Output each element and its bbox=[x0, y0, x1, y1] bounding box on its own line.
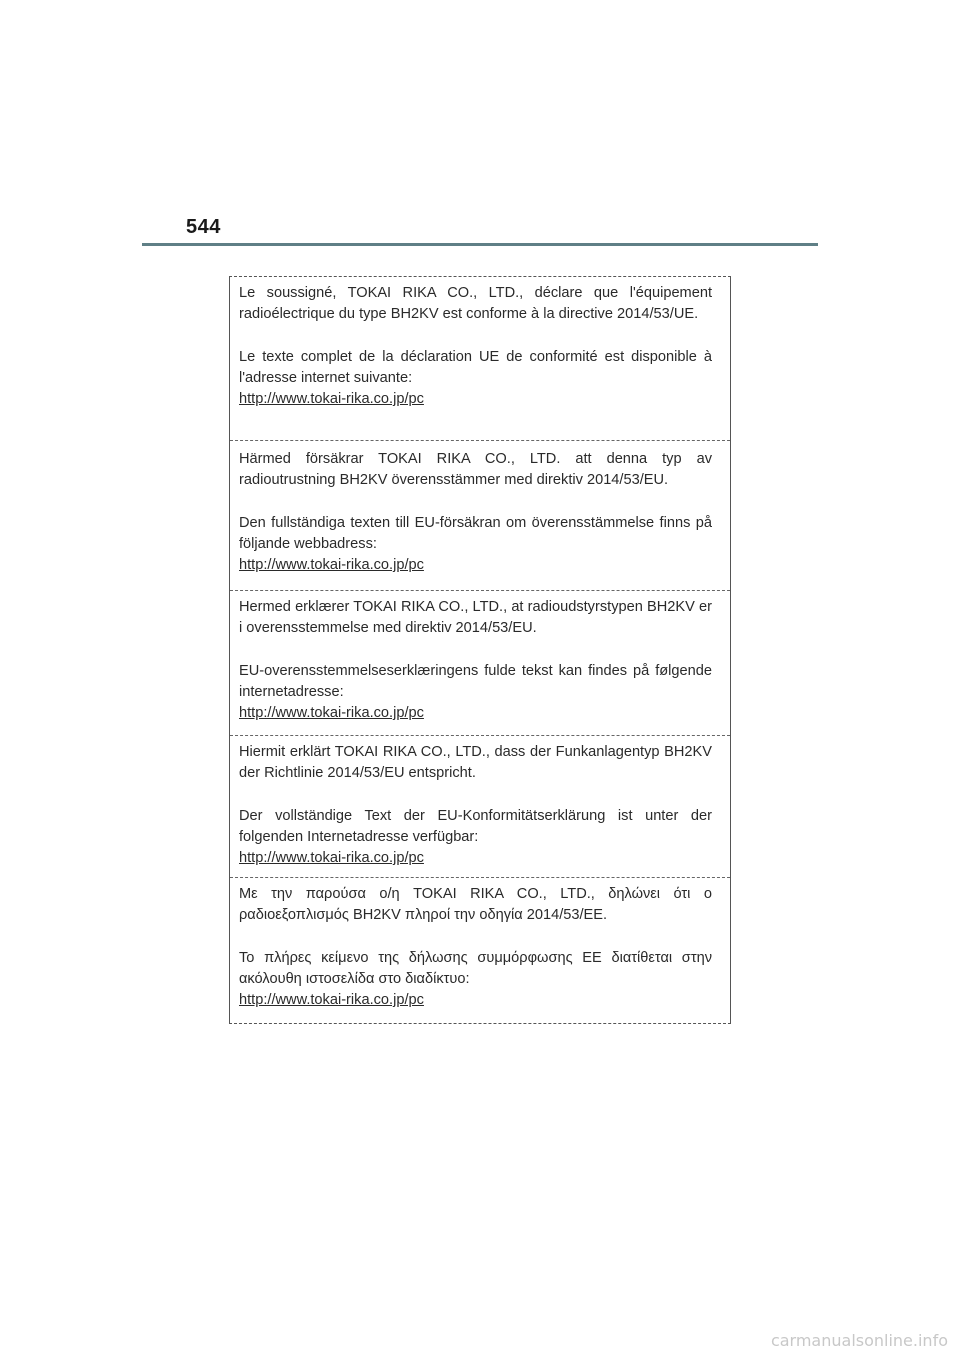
declaration-box bbox=[229, 276, 731, 1024]
declaration-url-link[interactable]: http://www.tokai-rika.co.jp/pc bbox=[239, 557, 424, 573]
watermark: carmanualsonline.info bbox=[770, 1331, 948, 1350]
declaration-availability: Den fullständiga texten till EU-försäkran om överensstämmelse finns på följande webbadress: bbox=[239, 515, 712, 552]
declaration-section-da bbox=[230, 590, 730, 724]
declaration-section-sv bbox=[230, 440, 730, 576]
header-rule bbox=[142, 243, 818, 246]
declaration-statement: Hiermit erklärt TOKAI RIKA CO., LTD., dass der Funkanlagentyp BH2KV der Richtlinie 2014/53/EU entspricht. bbox=[239, 744, 712, 781]
declaration-statement: Με την παρούσα ο/η TOKAI RIKA CO., LTD., δηλώνει ότι ο ραδιοεξοπλισμός BH2KV πληροί την οδηγία 2014/53/ΕΕ. bbox=[239, 886, 712, 923]
declaration-section-de bbox=[230, 735, 730, 869]
declaration-statement: Hermed erklærer TOKAI RIKA CO., LTD., at radioudstyrstypen BH2KV er i overensstemmelse med direktiv 2014/53/EU. bbox=[239, 599, 712, 636]
declaration-statement: Härmed försäkrar TOKAI RIKA CO., LTD. att denna typ av radioutrustning BH2KV överensstämmer med direktiv 2014/53/EU. bbox=[239, 451, 712, 488]
declaration-availability: Le texte complet de la déclaration UE de conformité est disponible à l'adresse internet suivante: bbox=[239, 349, 712, 386]
declaration-availability: Der vollständige Text der EU-Konformitätserklärung ist unter der folgenden Internetadresse verfügbar: bbox=[239, 808, 712, 845]
page-number: 544 bbox=[186, 216, 221, 238]
declaration-url-link[interactable]: http://www.tokai-rika.co.jp/pc bbox=[239, 992, 424, 1008]
declaration-url-link[interactable]: http://www.tokai-rika.co.jp/pc bbox=[239, 850, 424, 866]
declaration-statement: Le soussigné, TOKAI RIKA CO., LTD., déclare que l'équipement radioélectrique du type BH2KV est conforme à la directive 2014/53/UE. bbox=[239, 285, 712, 322]
declaration-section-el bbox=[230, 877, 730, 1011]
declaration-section-fr bbox=[230, 283, 730, 410]
declaration-url-link[interactable]: http://www.tokai-rika.co.jp/pc bbox=[239, 705, 424, 721]
declaration-url-link[interactable]: http://www.tokai-rika.co.jp/pc bbox=[239, 391, 424, 407]
declaration-availability: Το πλήρες κείμενο της δήλωσης συμμόρφωσης ΕΕ διατίθεται στην ακόλουθη ιστοσελίδα στο διαδίκτυο: bbox=[239, 950, 712, 987]
declaration-availability: EU-overensstemmelseserklæringens fulde tekst kan findes på følgende internetadresse: bbox=[239, 663, 712, 700]
